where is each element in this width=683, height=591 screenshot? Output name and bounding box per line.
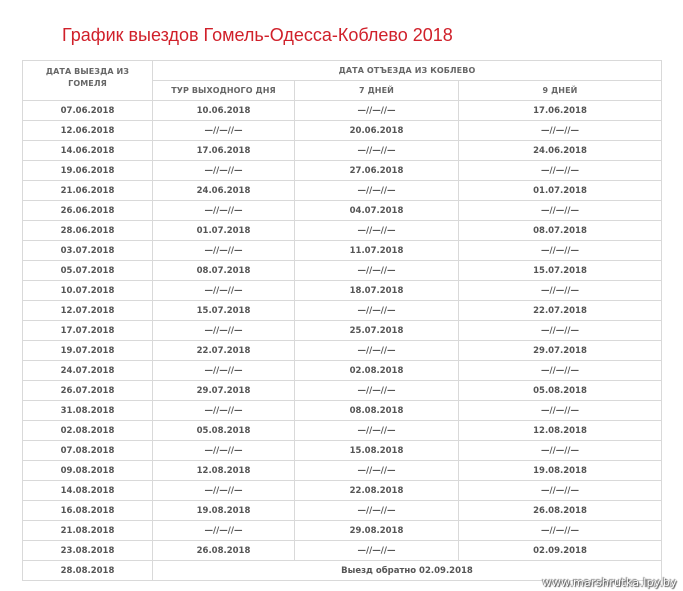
cell-7-days: —//—//— [295, 421, 459, 441]
cell-weekend-tour: 15.07.2018 [153, 301, 295, 321]
cell-weekend-tour: —//—//— [153, 161, 295, 181]
cell-9-days: —//—//— [459, 481, 662, 501]
page-title: График выездов Гомель-Одесса-Коблево 2018 [62, 25, 453, 45]
table-row [23, 281, 662, 301]
table-row [23, 141, 662, 161]
table-row [23, 541, 662, 561]
cell-7-days: 29.08.2018 [295, 521, 459, 541]
cell-weekend-tour: 12.08.2018 [153, 461, 295, 481]
cell-7-days: 27.06.2018 [295, 161, 459, 181]
cell-departure-gomel: 10.07.2018 [23, 281, 153, 301]
cell-7-days: 22.08.2018 [295, 481, 459, 501]
cell-7-days: 15.08.2018 [295, 441, 459, 461]
cell-departure-gomel: 19.06.2018 [23, 161, 153, 181]
cell-weekend-tour: —//—//— [153, 241, 295, 261]
cell-7-days: —//—//— [295, 261, 459, 281]
cell-weekend-tour: 08.07.2018 [153, 261, 295, 281]
cell-9-days: —//—//— [459, 281, 662, 301]
cell-9-days: 01.07.2018 [459, 181, 662, 201]
cell-9-days: 02.09.2018 [459, 541, 662, 561]
schedule-table [22, 60, 662, 581]
cell-weekend-tour: —//—//— [153, 201, 295, 221]
cell-departure-gomel: 21.08.2018 [23, 521, 153, 541]
cell-7-days: —//—//— [295, 181, 459, 201]
cell-9-days: 24.06.2018 [459, 141, 662, 161]
cell-7-days: —//—//— [295, 101, 459, 121]
cell-departure-gomel: 14.06.2018 [23, 141, 153, 161]
cell-departure-gomel: 31.08.2018 [23, 401, 153, 421]
table-row [23, 161, 662, 181]
cell-weekend-tour: —//—//— [153, 401, 295, 421]
cell-9-days: —//—//— [459, 201, 662, 221]
header-9-days: 9 ДНЕЙ [459, 81, 662, 101]
cell-departure-gomel: 21.06.2018 [23, 181, 153, 201]
table-row [23, 341, 662, 361]
watermark: www.marshrutka.lpy.by [542, 576, 677, 589]
cell-weekend-tour: 19.08.2018 [153, 501, 295, 521]
table-row [23, 321, 662, 341]
table-row [23, 221, 662, 241]
cell-7-days: 20.06.2018 [295, 121, 459, 141]
cell-7-days: 25.07.2018 [295, 321, 459, 341]
cell-departure-gomel: 12.06.2018 [23, 121, 153, 141]
cell-departure-gomel: 19.07.2018 [23, 341, 153, 361]
cell-7-days: —//—//— [295, 341, 459, 361]
table-row [23, 181, 662, 201]
cell-9-days: 22.07.2018 [459, 301, 662, 321]
cell-9-days: 26.08.2018 [459, 501, 662, 521]
cell-9-days: 29.07.2018 [459, 341, 662, 361]
cell-departure-gomel: 23.08.2018 [23, 541, 153, 561]
cell-9-days: 05.08.2018 [459, 381, 662, 401]
cell-7-days: —//—//— [295, 461, 459, 481]
cell-departure-gomel: 24.07.2018 [23, 361, 153, 381]
cell-departure-gomel: 12.07.2018 [23, 301, 153, 321]
cell-9-days: —//—//— [459, 241, 662, 261]
header-7-days: 7 ДНЕЙ [295, 81, 459, 101]
table-row [23, 501, 662, 521]
cell-weekend-tour: 05.08.2018 [153, 421, 295, 441]
table-row [23, 441, 662, 461]
header-departure-line1: ДАТА ВЫЕЗДА ИЗ [45, 67, 130, 76]
table-row [23, 261, 662, 281]
cell-7-days: —//—//— [295, 301, 459, 321]
table-row [23, 401, 662, 421]
cell-weekend-tour: —//—//— [153, 121, 295, 141]
cell-departure-gomel: 05.07.2018 [23, 261, 153, 281]
cell-9-days: 19.08.2018 [459, 461, 662, 481]
cell-departure-gomel: 02.08.2018 [23, 421, 153, 441]
cell-departure-gomel: 09.08.2018 [23, 461, 153, 481]
cell-departure-gomel: 28.06.2018 [23, 221, 153, 241]
cell-departure-gomel: 07.08.2018 [23, 441, 153, 461]
cell-9-days: 08.07.2018 [459, 221, 662, 241]
cell-departure-gomel: 26.07.2018 [23, 381, 153, 401]
cell-departure-gomel: 03.07.2018 [23, 241, 153, 261]
cell-departure-gomel: 16.08.2018 [23, 501, 153, 521]
table-row [23, 301, 662, 321]
cell-weekend-tour: —//—//— [153, 321, 295, 341]
header-departure-koblevo: ДАТА ОТЪЕЗДА ИЗ КОБЛЕВО [153, 61, 662, 81]
table-row [23, 461, 662, 481]
cell-weekend-tour: —//—//— [153, 481, 295, 501]
cell-9-days: —//—//— [459, 161, 662, 181]
cell-weekend-tour: 22.07.2018 [153, 341, 295, 361]
cell-7-days: 18.07.2018 [295, 281, 459, 301]
cell-return-note: Выезд обратно 02.09.2018 [153, 561, 662, 581]
cell-7-days: 11.07.2018 [295, 241, 459, 261]
cell-departure-gomel: 26.06.2018 [23, 201, 153, 221]
cell-9-days: —//—//— [459, 361, 662, 381]
cell-7-days: 08.08.2018 [295, 401, 459, 421]
table-row [23, 121, 662, 141]
header-row-top [23, 61, 662, 81]
cell-9-days: —//—//— [459, 121, 662, 141]
cell-weekend-tour: 26.08.2018 [153, 541, 295, 561]
cell-9-days: —//—//— [459, 321, 662, 341]
cell-9-days: —//—//— [459, 441, 662, 461]
table-row [23, 361, 662, 381]
cell-9-days: 12.08.2018 [459, 421, 662, 441]
cell-9-days: 15.07.2018 [459, 261, 662, 281]
cell-7-days: 04.07.2018 [295, 201, 459, 221]
cell-9-days: 17.06.2018 [459, 101, 662, 121]
header-weekend-tour: ТУР ВЫХОДНОГО ДНЯ [153, 81, 295, 101]
cell-7-days: —//—//— [295, 541, 459, 561]
cell-departure-gomel: 07.06.2018 [23, 101, 153, 121]
cell-7-days: —//—//— [295, 221, 459, 241]
table-row [23, 521, 662, 541]
table-body [23, 101, 662, 581]
table-row [23, 421, 662, 441]
table-row [23, 481, 662, 501]
cell-departure-gomel: 14.08.2018 [23, 481, 153, 501]
table-row [23, 101, 662, 121]
table-row [23, 241, 662, 261]
cell-7-days: —//—//— [295, 381, 459, 401]
cell-departure-gomel: 28.08.2018 [23, 561, 153, 581]
table-row [23, 381, 662, 401]
cell-weekend-tour: —//—//— [153, 361, 295, 381]
cell-departure-gomel: 17.07.2018 [23, 321, 153, 341]
cell-weekend-tour: 01.07.2018 [153, 221, 295, 241]
header-departure-gomel [23, 61, 153, 101]
cell-weekend-tour: —//—//— [153, 521, 295, 541]
cell-weekend-tour: 17.06.2018 [153, 141, 295, 161]
cell-7-days: —//—//— [295, 501, 459, 521]
cell-weekend-tour: 24.06.2018 [153, 181, 295, 201]
header-departure-line2: ГОМЕЛЯ [68, 79, 107, 88]
cell-9-days: —//—//— [459, 521, 662, 541]
cell-7-days: 02.08.2018 [295, 361, 459, 381]
cell-weekend-tour: 10.06.2018 [153, 101, 295, 121]
cell-weekend-tour: —//—//— [153, 441, 295, 461]
table-row [23, 201, 662, 221]
cell-weekend-tour: 29.07.2018 [153, 381, 295, 401]
table-header [23, 61, 662, 101]
cell-9-days: —//—//— [459, 401, 662, 421]
cell-7-days: —//—//— [295, 141, 459, 161]
cell-weekend-tour: —//—//— [153, 281, 295, 301]
